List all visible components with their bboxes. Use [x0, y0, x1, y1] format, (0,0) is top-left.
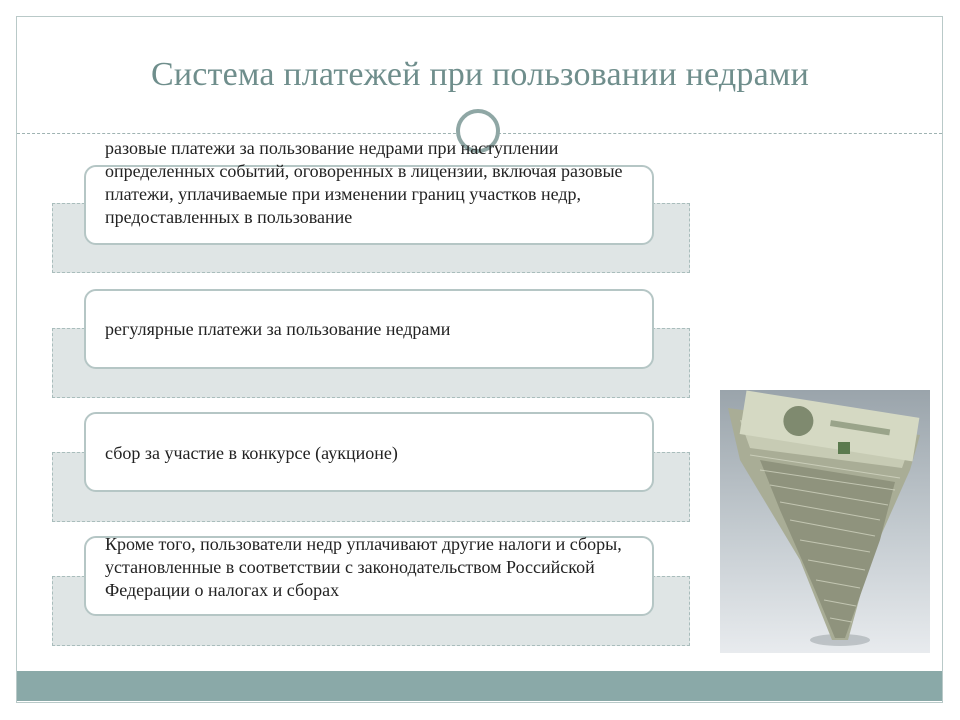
item-text-2: регулярные платежи за пользование недрами [105, 319, 451, 339]
money-stack-icon [720, 390, 930, 653]
money-stack-image [720, 390, 930, 653]
item-text-3: сбор за участие в конкурсе (аукционе) [105, 443, 398, 463]
slide-title: Система платежей при пользовании недрами [150, 56, 809, 93]
item-text-1: разовые платежи за пользование недрами при наступлении определенных событий, оговоренных в лицензии, включая разовые платежи, уплачиваемые при изменении границ участков недр, предоставленных в пользование [105, 138, 623, 227]
footer-bar [17, 671, 942, 701]
item-text-4: Кроме того, пользователи недр уплачивают другие налоги и сборы, установленные в соответствии с законодательством Российской Федерации о налогах и сборах [105, 534, 622, 600]
